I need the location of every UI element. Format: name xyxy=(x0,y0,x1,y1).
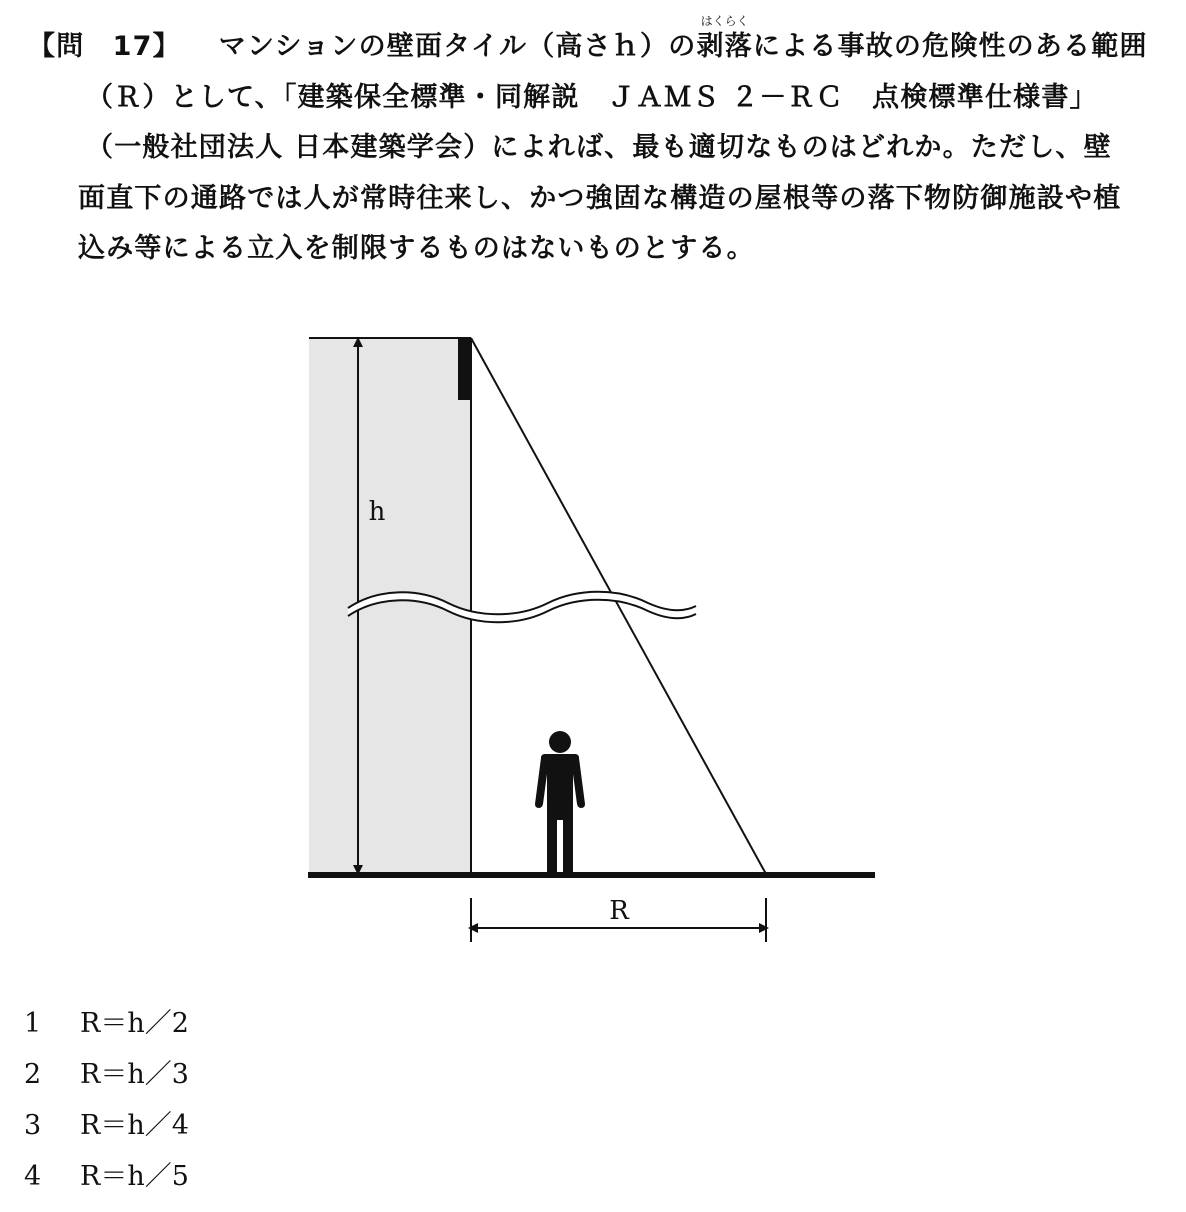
ruby-reading: はくらく xyxy=(700,14,749,28)
label-h: h xyxy=(368,497,386,527)
question-line-4: 面直下の通路では人が常時往来し、かつ強固な構造の屋根等の落下物防御施設や植 xyxy=(78,183,1122,214)
label-r: R xyxy=(609,896,629,926)
wall-tile xyxy=(458,338,471,400)
choice-number: 2 xyxy=(24,1059,42,1090)
fall-range-line xyxy=(471,338,766,874)
choice-number: 3 xyxy=(24,1110,42,1141)
choice-1[interactable] xyxy=(24,1007,189,1041)
person-icon xyxy=(535,731,585,874)
choice-text: R＝h／4 xyxy=(80,1110,189,1141)
question-line-2: （Ｒ）として、「建築保全標準・同解説 ＪＡＭＳ ２－ＲＣ 点検標準仕様書」 xyxy=(86,82,1098,113)
choice-3[interactable] xyxy=(24,1109,189,1143)
choice-text: R＝h／5 xyxy=(80,1161,189,1192)
question-line-5: 込み等による立入を制限するものはないものとする。 xyxy=(78,233,755,264)
question-number: 【問 17】 xyxy=(28,31,181,62)
choice-number: 4 xyxy=(24,1161,42,1192)
choice-number: 1 xyxy=(24,1008,42,1039)
ruby-annotation: 剥落 はくらく xyxy=(696,14,753,62)
choice-text: R＝h／2 xyxy=(80,1008,189,1039)
question-line-3: （一般社団法人 日本建築学会）によれば、最も適切なものはどれか。ただし、壁 xyxy=(86,132,1112,163)
choice-4[interactable] xyxy=(24,1160,189,1194)
choice-2[interactable] xyxy=(24,1058,189,1092)
question-line-1: 【問 17】 マンションの壁面タイル（高さｈ）の剥落 はくらく による事故の危険性のある範囲 xyxy=(28,14,1148,62)
choice-text: R＝h／3 xyxy=(80,1059,189,1090)
